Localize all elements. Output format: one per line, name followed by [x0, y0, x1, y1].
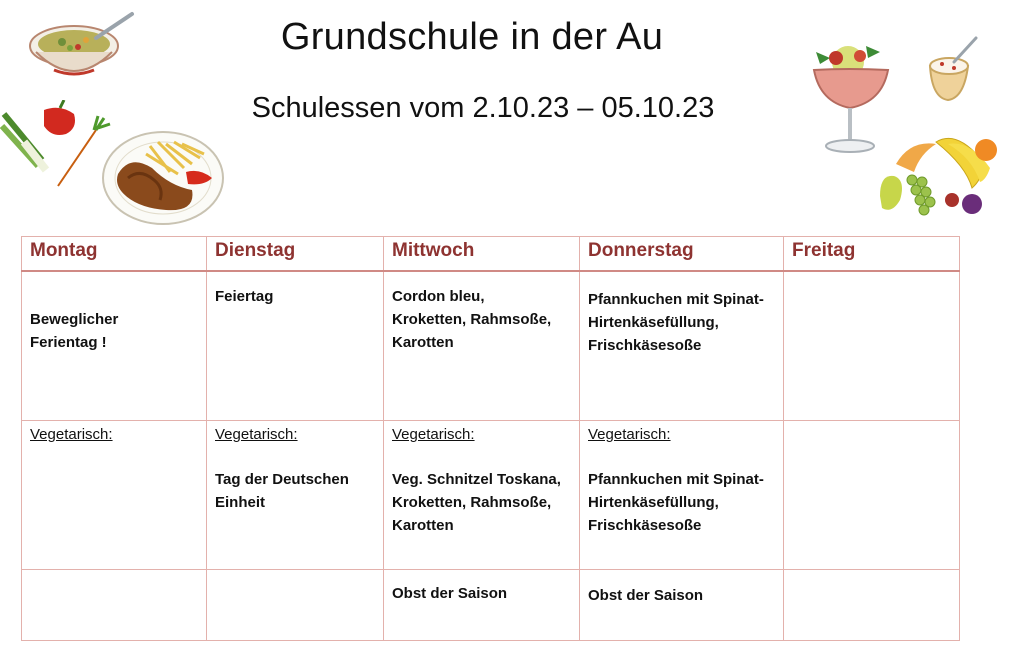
main-dish-cell-dienstag: [207, 271, 384, 421]
day-header-row: [22, 237, 960, 272]
page-subtitle: Schulessen vom 2.10.23 – 05.10.23: [251, 92, 715, 124]
vegetarian-cell-mittwoch: [384, 421, 580, 570]
main-dish-cell-freitag: [784, 271, 960, 421]
main-dish-mittwoch: Cordon bleu, Kroketten, Rahmsoße, Karotten: [392, 288, 552, 351]
day-header-donnerstag: Donnerstag: [580, 237, 784, 272]
vegetarian-label: Vegetarisch:: [215, 426, 298, 443]
fruit-basket-illustration: [876, 130, 1010, 220]
main-dish-row: [22, 271, 960, 421]
main-dish-dienstag: Feiertag: [215, 288, 274, 305]
leek-icon: [2, 114, 46, 170]
vegetarian-label: Vegetarisch:: [30, 426, 113, 443]
main-dish-cell-montag: [22, 271, 207, 421]
vegetarian-label: Vegetarisch:: [588, 426, 671, 443]
vegetarian-label: Vegetarisch:: [392, 426, 475, 443]
vegetarian-cell-freitag: [784, 421, 960, 570]
dessert-donnerstag: Obst der Saison: [588, 587, 704, 604]
dessert-cell-montag: [22, 570, 207, 641]
soup-bowl-illustration: [26, 10, 138, 90]
vegetarian-dish-mittwoch: Veg. Schnitzel Toskana, Kroketten, Rahmsoße, Karotten: [392, 471, 561, 534]
main-dish-cell-donnerstag: [580, 271, 784, 421]
dessert-cell-donnerstag: [580, 570, 784, 641]
vegetarian-cell-montag: [22, 421, 207, 570]
vegetarian-cell-dienstag: [207, 421, 384, 570]
dessert-cell-mittwoch: [384, 570, 580, 641]
yogurt-cup-illustration: [924, 36, 980, 106]
dessert-cell-dienstag: [207, 570, 384, 641]
meat-plate-illustration: [100, 128, 226, 226]
dessert-mittwoch: Obst der Saison: [392, 585, 508, 602]
vegetarian-row: [22, 421, 960, 570]
vegetarian-cell-donnerstag: [580, 421, 784, 570]
day-header-freitag: Freitag: [784, 237, 960, 272]
day-header-dienstag: Dienstag: [207, 237, 384, 272]
main-dish-montag: Beweglicher Ferientag !: [30, 311, 119, 351]
dessert-row: [22, 570, 960, 641]
day-header-mittwoch: Mittwoch: [384, 237, 580, 272]
red-pepper-icon: [44, 100, 75, 135]
main-dish-donnerstag: Pfannkuchen mit Spinat- Hirtenkäsefüllung, Frischkäsesoße: [588, 291, 764, 354]
vegetables-illustration: [0, 100, 112, 190]
menu-table: [21, 236, 960, 641]
day-header-montag: Montag: [22, 237, 207, 272]
vegetarian-dish-dienstag: Tag der Deutschen Einheit: [215, 471, 349, 511]
main-dish-cell-mittwoch: [384, 271, 580, 421]
dessert-cell-freitag: [784, 570, 960, 641]
vegetarian-dish-donnerstag: Pfannkuchen mit Spinat- Hirtenkäsefüllung, Frischkäsesoße: [588, 471, 764, 534]
page-title: Grundschule in der Au: [280, 16, 664, 58]
